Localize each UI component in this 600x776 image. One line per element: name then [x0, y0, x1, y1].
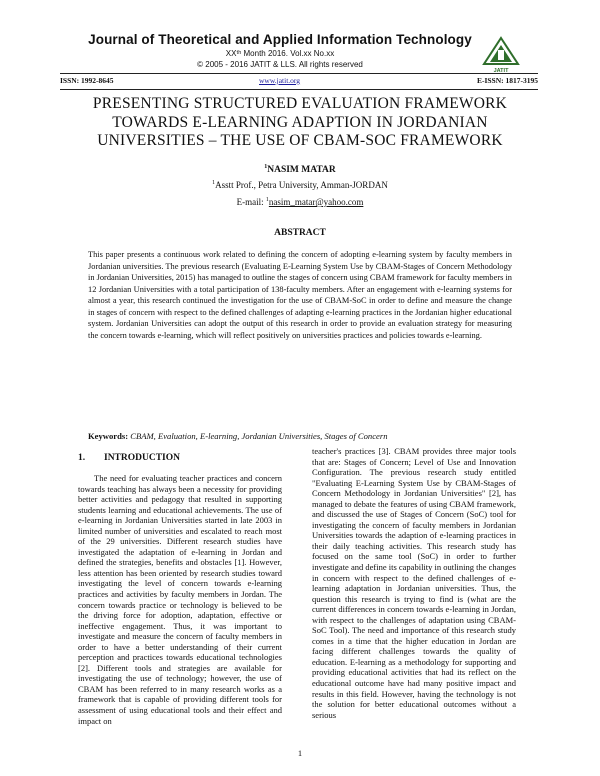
- email-label: E-mail:: [236, 197, 264, 207]
- section-title: INTRODUCTION: [104, 453, 181, 463]
- page-number: 1: [297, 748, 303, 758]
- abstract-text: This paper presents a continuous work related to defining the concern of adopting e-learning system by faculty members in Jordanian universities. The previous research (Evaluating E-Learning System Use by CBAM-Stages of Concern Methodology in Jordanian Universities, 2015) has managed to outline the stages of concern using CBAM framework for faculty members in 12 Jordanian Universities with a total participation of 138-faculty members. After an engagement with e-learning systems for almost a year, this research continued the investigation for the use of CBAM-SoC in order to define and measure the change in stages of concern with respect to the defined challenges of adapting e-learning practices in the Jordanian higher educational system. Jordanian Universities can adopt the output of this research in order to provide an evaluation strategy for measuring the concern towards e-learning, which will reflect positively on universities practices and policies towards e-learning.: [88, 250, 512, 340]
- eissn: E-ISSN: 1817-3195: [476, 76, 538, 85]
- body-column-left: The need for evaluating teacher practices and concern towards teaching has always been a necessity for providing better activities and pedagogy that resulted in supporting students learning and educational achievements. The use of e-learning in Jordanian Universities started in late 2003 in limited number of universities and escalated to reach most of the 29 universities. Different research studies have investigated the adaptation of e-learning in Jordan and defined the strategies, benefits and obstacles [1]. However, less attention has been oriented by research studies toward investigating the level of concern towards e-learning practices and activities by faculty members in Jordan. The concern towards practice or technology is believed to be the driving force for adoption, adaptation, effective or ineffective engagement. Thus, it was important to investigate and measure the concern of faculty members in order to have a better understanding of their current perception and practices towards educational technologies [2]. Different tools and strategies are available for investigating the use of technology; however, the use of CBAM has been referred to in many research works as a framework that is capable of providing different tools for assessment of using educational tools and their effect and impact on: [78, 473, 282, 726]
- email-sup: 1: [265, 197, 269, 203]
- body-column-right: teacher's practices [3]. CBAM provides three major tools that are: Stages of Concern; Level of Use and Innovation Configuration. The previous research study entitled "Evaluating E-Learning System Use by CBAM-Stages of Concern Methodology in Jordanian Universities" [2], has managed to debate the features of using CBAM framework, and discussed the use of Stages of Concern (SoC) tool for investigating the concern of faculty members in Jordanian Universities towards the adaption of e-learning practices in their daily teaching activities. This research study has focused on the same tool (SoC) in order to further investigate and define its capability in outlining the changes in concern with respect to the defined challenges of e-learning adaptation in Jordanian universities. Thus, the question this research is trying to find is (what are the current differences in concern towards e-learning in Jordan, with respect to the challenges of adaptation using CBAM-SoC Tool). The need and importance of this research study comes in a time that the higher education in Jordan are facing different challenges towards the quality of education. E-learning as a methodology for supporting and providing educational activities that had its reflect on the educational outcome have had many positive impact and results in this field. However, having the technology is not the solution for better educational outcomes without a serious: [312, 446, 516, 720]
- email-link[interactable]: nasim_matar@yahoo.com: [268, 197, 364, 207]
- journal-copyright: © 2005 - 2016 JATIT & LLS. All rights reserved: [197, 60, 363, 69]
- author-affiliation: [0, 180, 600, 190]
- section-number: 1.: [78, 453, 86, 463]
- journal-url-link[interactable]: www.jatit.org: [259, 76, 301, 85]
- keywords: [88, 431, 512, 442]
- header-rule-bottom: [60, 89, 538, 90]
- affiliation-text: Asstt Prof., Petra University, Amman-JORDAN: [215, 180, 388, 190]
- author-name: [0, 164, 600, 175]
- section-heading: [78, 453, 180, 463]
- keywords-list: CBAM, Evaluation, E-learning, Jordanian Universities, Stages of Concern: [130, 431, 388, 441]
- issn: ISSN: 1992-8645: [60, 76, 114, 85]
- affil-sup: 1: [212, 180, 216, 186]
- journal-title: Journal of Theoretical and Applied Information Technology: [88, 32, 472, 47]
- keywords-label: Keywords:: [88, 431, 129, 441]
- paper-title: PRESENTING STRUCTURED EVALUATION FRAMEWORK TOWARDS E-LEARNING ADAPTION IN JORDANIAN UNIVERSITIES – THE USE OF CBAM-SOC FRAMEWORK: [92, 95, 508, 149]
- author-name-text: NASIM MATAR: [267, 165, 336, 176]
- header-rule-top: [60, 73, 538, 74]
- abstract-heading: ABSTRACT: [274, 228, 326, 238]
- journal-issue: XXᵗʰ Month 2016. Vol.xx No.xx: [225, 49, 335, 58]
- author-sup: 1: [264, 164, 268, 170]
- logo-text: JATIT: [493, 68, 509, 74]
- author-email: [0, 197, 600, 207]
- issn-row: [60, 76, 538, 88]
